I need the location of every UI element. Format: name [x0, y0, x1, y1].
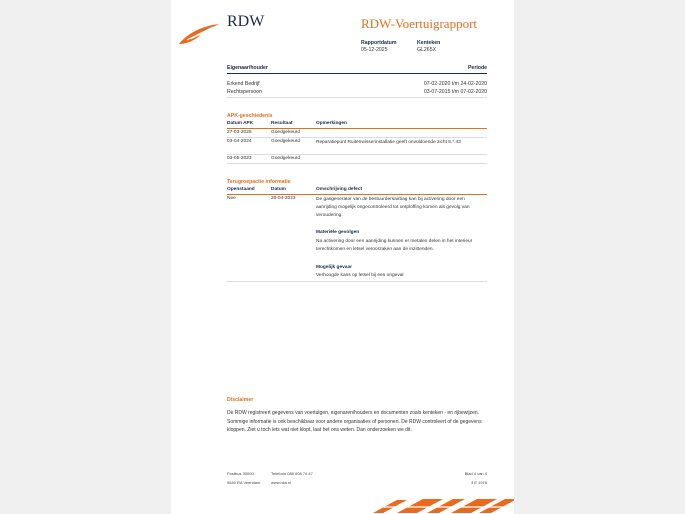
apk-col-result: Resultaat — [271, 121, 293, 126]
period-row-2: 03-07-2015 t/m 07-02-2020 — [423, 89, 487, 95]
footer-phone: Telefoon 088 008 74 47 — [271, 471, 313, 476]
recall-section-title: Terugroepactie informatie — [227, 179, 291, 185]
apk-row-3-date: 03-05-2023 — [227, 156, 252, 161]
recall-gevolgen-text: Na activering door een aanrijding kunnen er metalen delen in het interieur terechtkomen en letsel veroorzaken aan de inzittenden. — [316, 239, 473, 253]
recall-defect-text: De gasgenerator van de bestuurdersairbag kan bij activering door een aanrijding mogelijk ongecontroleerd tot ontploffing komen als gevolg van veroudering. — [316, 197, 470, 219]
recall-date-value: 20-04-2023 — [271, 196, 296, 201]
plate-value: GL265X — [417, 47, 437, 53]
brand-name: RDW — [227, 13, 265, 30]
divider — [227, 97, 487, 98]
recall-gevaar-label: Mogelijk gevaar — [316, 265, 352, 270]
report-date: 05-12-2025 — [361, 47, 388, 53]
recall-gevaar-text: Verhoogde kans op letsel bij een ongeval — [316, 273, 404, 278]
apk-row-2-date: 03-04-2024 — [227, 139, 252, 144]
apk-section-title: APK-geschiedenis — [227, 113, 273, 119]
apk-row-2-result: Goedgekeurd — [271, 139, 301, 144]
footer-code: 3 E 1978 — [470, 480, 487, 485]
report-page — [171, 0, 514, 514]
footer-page-number: Blad 4 van 4 — [464, 471, 487, 476]
footer-address: 9640 RA Veendam — [227, 480, 261, 485]
period-header: Periode — [467, 65, 487, 71]
divider — [227, 137, 487, 138]
apk-row-3-result: Goedgekeurd — [271, 156, 301, 161]
page-title: RDW-Voertuigrapport — [361, 16, 478, 31]
recall-open-value: Nee — [227, 196, 236, 201]
apk-col-remarks: Opmerkingen — [316, 121, 347, 126]
apk-col-date: Datum APK — [227, 121, 254, 126]
apk-row-2-remark: Reparatiepunt Ruitenwisserinstallatie geeft onvoldoende zicht 5.*.43 — [316, 140, 461, 145]
recall-col-defect: Omschrijving defect — [316, 187, 363, 192]
rdw-logo-icon — [177, 22, 221, 46]
recall-col-date: Datum — [271, 187, 286, 192]
recall-gevolgen-label: Materiële gevolgen — [316, 230, 360, 235]
report-date-label: Rapportdatum — [361, 40, 397, 46]
owner-header: Eigenaar/houder — [227, 65, 268, 71]
owner-row-1: Erkend Bedrijf — [227, 81, 260, 87]
divider — [227, 154, 487, 155]
divider — [227, 163, 487, 164]
divider — [227, 73, 487, 74]
recall-col-open: Openstaand — [227, 187, 255, 192]
apk-row-1-result: Goedgekeurd — [271, 130, 301, 135]
divider — [227, 194, 487, 195]
rdw-stripes-icon — [367, 497, 514, 514]
apk-row-1-date: 27-03-2025 — [227, 130, 252, 135]
owner-row-2: Rechtspersoon — [227, 89, 262, 95]
period-row-1: 07-02-2020 t/m 24-02-2020 — [423, 81, 487, 87]
footer-postbus: Postbus 30000 — [227, 471, 254, 476]
divider — [227, 128, 487, 129]
disclaimer-title: Disclaimer — [227, 397, 254, 403]
divider — [227, 281, 487, 282]
disclaimer-text: De RDW registreert gegevens van voertuigen, eigenaren/houders en documenten zoals kenteken - en rijbewijzen. Sommige informatie is ook beschikbaar voor andere organisaties of personen. De RDW controleert of de gegevens kloppen. Ziet u toch iets wat niet klopt, laat het ons weten. Dan onderzoeken we dit. — [227, 410, 482, 434]
footer-web[interactable]: www.rdw.nl — [271, 480, 292, 485]
plate-label: Kenteken — [417, 40, 441, 46]
